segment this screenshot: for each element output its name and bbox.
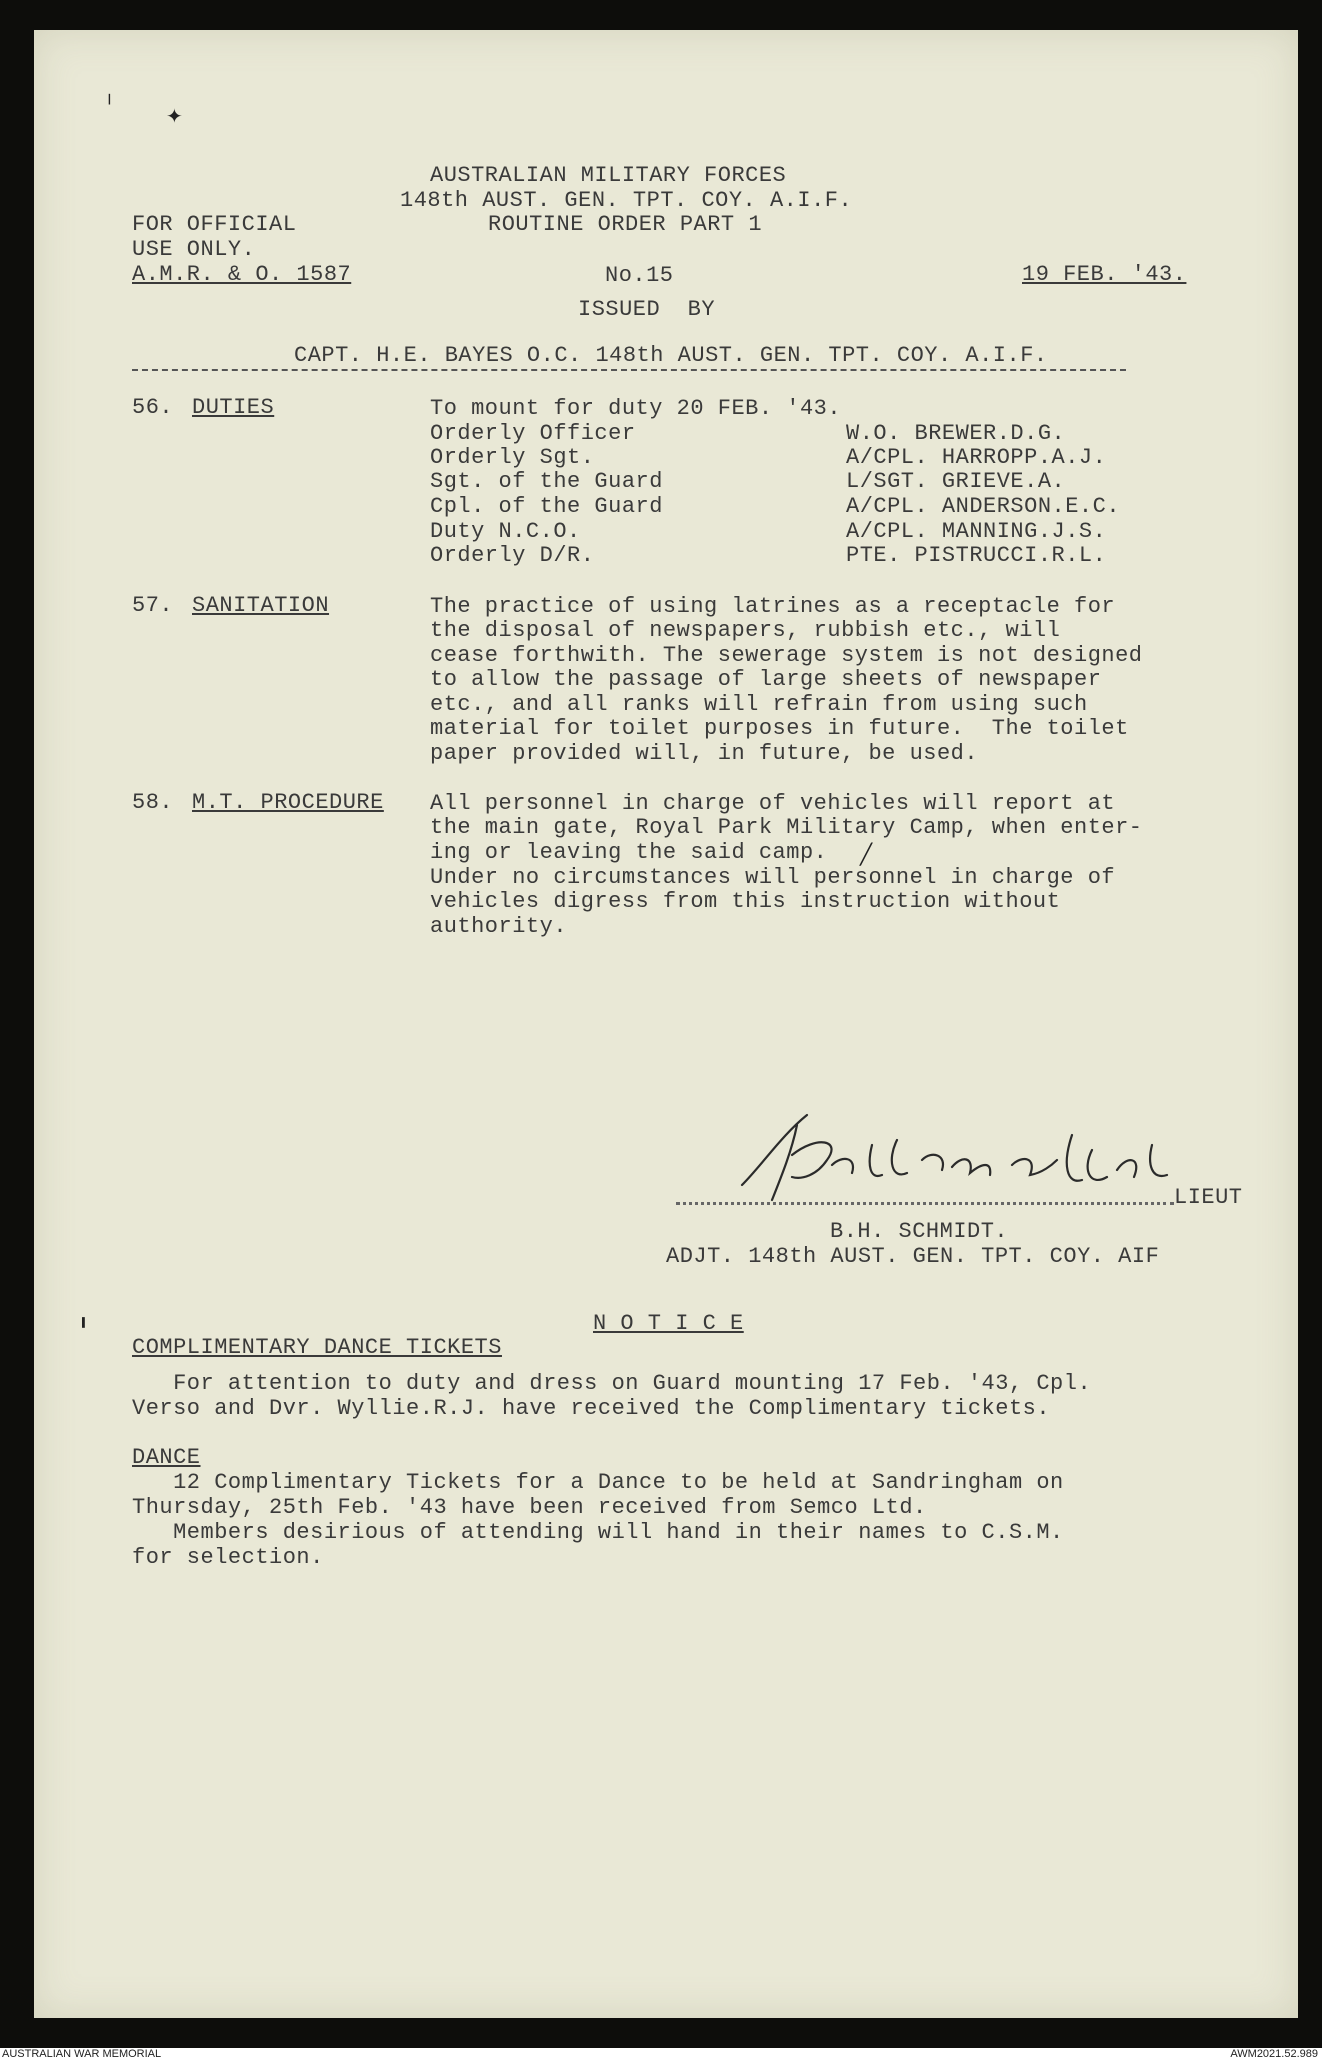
- sanitation-text-line: the disposal of newspapers, rubbish etc., will: [430, 618, 1061, 643]
- duties-intro: To mount for duty 20 FEB. '43.: [430, 396, 842, 421]
- signatory-name: B.H. SCHMIDT.: [830, 1219, 1009, 1244]
- duty-name: A/CPL. HARROPP.A.J.: [846, 445, 1107, 470]
- footer-right-label: AWM2021.52.989: [1230, 2048, 1318, 2060]
- paper-mark: ✦: [166, 106, 183, 128]
- mt-text-line: the main gate, Royal Park Military Camp, when enter-: [430, 815, 1143, 840]
- header-line-3: ROUTINE ORDER PART 1: [488, 212, 763, 237]
- header-line-2: 148th AUST. GEN. TPT. COY. A.I.F.: [400, 188, 853, 213]
- mt-text-line: vehicles digress from this instruction without: [430, 889, 1061, 914]
- duty-name: A/CPL. MANNING.J.S.: [846, 519, 1107, 544]
- header-line-1: AUSTRALIAN MILITARY FORCES: [430, 163, 787, 188]
- sanitation-text-line: paper provided will, in future, be used.: [430, 741, 979, 766]
- duty-name: L/SGT. GRIEVE.A.: [846, 469, 1066, 494]
- dance-title: DANCE: [132, 1445, 201, 1470]
- duty-role: Orderly Sgt.: [430, 445, 595, 470]
- tickets-title: COMPLIMENTARY DANCE TICKETS: [132, 1335, 502, 1360]
- handwritten-signature: [722, 1095, 1242, 1215]
- document-page: [34, 30, 1298, 2018]
- sanitation-text-line: etc., and all ranks will refrain from using such: [430, 692, 1088, 717]
- item-number-57: 57.: [132, 593, 174, 618]
- paper-mark: ╷: [104, 84, 115, 104]
- item-title-mt-procedure: M.T. PROCEDURE: [192, 790, 384, 815]
- sanitation-text-line: material for toilet purposes in future. The toilet: [430, 716, 1129, 741]
- mt-text-line: ing or leaving the said camp.: [430, 840, 828, 865]
- issuer-line: CAPT. H.E. BAYES O.C. 148th AUST. GEN. TPT. COY. A.I.F.: [294, 343, 1048, 368]
- sanitation-text-line: to allow the passage of large sheets of newspaper: [430, 667, 1102, 692]
- mt-text-line: authority.: [430, 914, 568, 939]
- item-number-58: 58.: [132, 790, 174, 815]
- signatory-title: ADJT. 148th AUST. GEN. TPT. COY. AIF: [666, 1244, 1160, 1269]
- duty-role: Orderly D/R.: [430, 543, 595, 568]
- dance-text-line: 12 Complimentary Tickets for a Dance to be held at Sandringham on: [132, 1470, 1064, 1495]
- paper-mark: ╱: [860, 844, 873, 866]
- item-number-56: 56.: [132, 395, 174, 420]
- sanitation-text-line: The practice of using latrines as a receptacle for: [430, 594, 1116, 619]
- dance-text-line: Thursday, 25th Feb. '43 have been received from Semco Ltd.: [132, 1495, 927, 1520]
- amr-reference: A.M.R. & O. 1587: [132, 262, 352, 287]
- notice-heading: N O T I C E: [593, 1311, 744, 1336]
- header-divider: [132, 369, 1126, 371]
- duty-name: PTE. PISTRUCCI.R.L.: [846, 543, 1107, 568]
- signature-dotted-line: [676, 1202, 1174, 1205]
- duty-role: Sgt. of the Guard: [430, 469, 663, 494]
- dance-text-line: for selection.: [132, 1545, 324, 1570]
- order-date: 19 FEB. '43.: [1022, 262, 1187, 287]
- order-number: No.15: [605, 263, 674, 288]
- tickets-text-line: For attention to duty and dress on Guard mounting 17 Feb. '43, Cpl.: [132, 1371, 1092, 1396]
- footer-left-label: AUSTRALIAN WAR MEMORIAL: [2, 2048, 162, 2060]
- duty-role: Duty N.C.O.: [430, 519, 581, 544]
- sanitation-text-line: cease forthwith. The sewerage system is not designed: [430, 643, 1143, 668]
- duty-role: Cpl. of the Guard: [430, 494, 663, 519]
- duty-name: A/CPL. ANDERSON.E.C.: [846, 494, 1121, 519]
- duty-name: W.O. BREWER.D.G.: [846, 421, 1066, 446]
- dance-text-line: Members desirious of attending will hand in their names to C.S.M.: [132, 1520, 1064, 1545]
- archive-footer: [0, 2048, 1322, 2061]
- official-use-line-2: USE ONLY.: [132, 237, 256, 262]
- item-title-duties: DUTIES: [192, 395, 275, 420]
- item-title-sanitation: SANITATION: [192, 593, 330, 618]
- tickets-text-line: Verso and Dvr. Wyllie.R.J. have received the Complimentary tickets.: [132, 1396, 1051, 1421]
- mt-text-line: Under no circumstances will personnel in charge of: [430, 865, 1116, 890]
- issued-by-label: ISSUED BY: [578, 297, 716, 322]
- duty-role: Orderly Officer: [430, 421, 636, 446]
- mt-text-line: All personnel in charge of vehicles will report at: [430, 791, 1116, 816]
- official-use-line-1: FOR OFFICIAL: [132, 212, 297, 237]
- signature-rank: LIEUT: [1174, 1185, 1243, 1210]
- paper-mark: ╹: [78, 1318, 89, 1338]
